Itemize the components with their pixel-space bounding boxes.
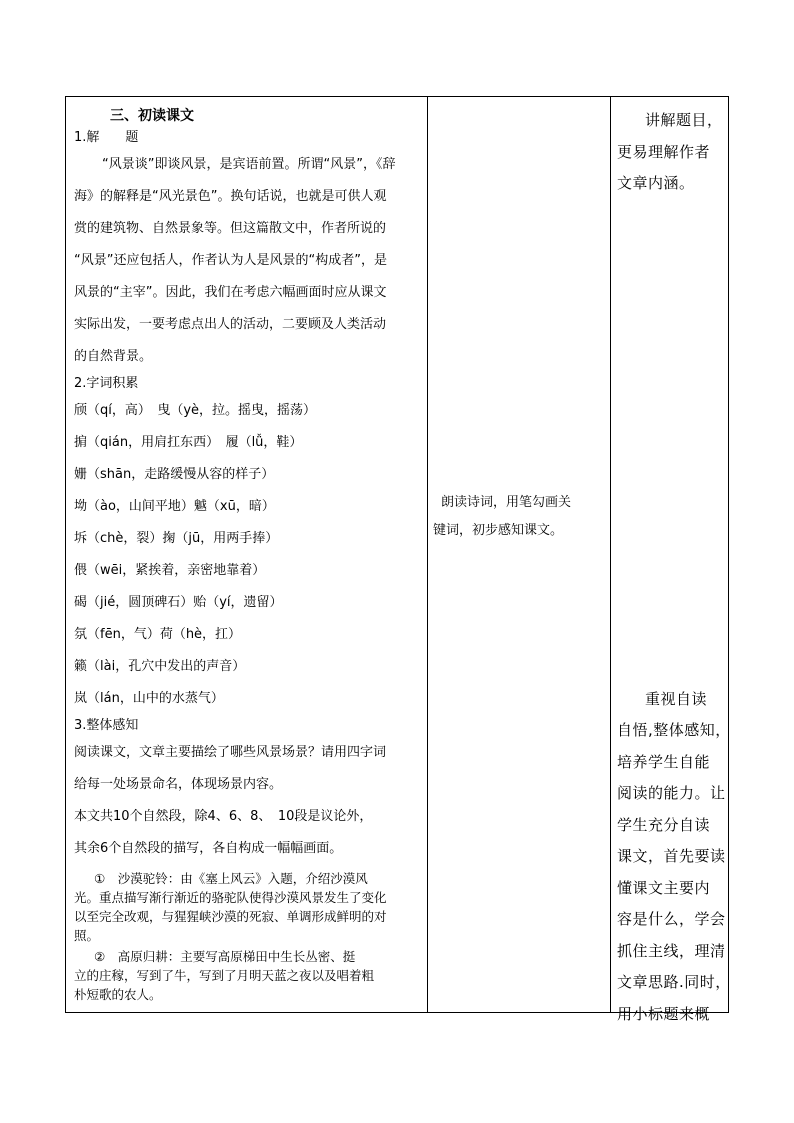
paragraph-line: 风景的“主宰”。因此，我们在考虑六幅画面时应从课文 bbox=[74, 285, 387, 300]
vocab-line: 颀（qí，高） 曳（yè，拉。摇曳，摇荡） bbox=[74, 403, 317, 418]
vocab-line: 偎（wēi，紧挨着，亲密地靠着） bbox=[74, 563, 266, 578]
vocab-line: 姗（shān，走路缓慢从容的样子） bbox=[74, 467, 275, 482]
scene-item-line: 以至完全改观，与猩猩峡沙漠的死寂、单调形成鲜明的对 bbox=[74, 909, 387, 924]
paragraph-line: 给每一处场景命名，体现场景内容。 bbox=[74, 777, 283, 792]
rationale-column bbox=[617, 105, 731, 1030]
paragraph-line: 其余6个自然段的描写，各自构成一幅幅画面。 bbox=[74, 841, 343, 856]
vocab-line: 碣（jié，圆顶碑石）贻（yí，遗留） bbox=[74, 595, 283, 610]
paragraph-line: 实际出发，一要考虑点出人的活动，二要顾及人类活动 bbox=[74, 317, 387, 332]
paragraph-line: “风景谈”即谈风景，是宾语前置。所谓“风景”，《辞 bbox=[102, 157, 396, 172]
lesson-table bbox=[65, 96, 731, 1023]
rationale-line: 抓住主线，理清 bbox=[617, 941, 726, 960]
vocab-line: 氛（fēn，气）荷（hè，扛） bbox=[74, 627, 242, 642]
paragraph-line: “风景”还应包括人，作者认为人是风景的“构成者”，是 bbox=[74, 253, 387, 268]
paragraph-line: 本文共10个自然段，除4、6、8、 10段是议论外， bbox=[74, 809, 373, 824]
rationale-block-1 bbox=[617, 105, 725, 200]
activity-line: 朗读诗词，用笔勾画关 bbox=[441, 495, 572, 510]
content-column bbox=[74, 105, 420, 1004]
rationale-line: 课文，首先要读 bbox=[617, 847, 726, 865]
scene-item-line: 朴短歌的农人。 bbox=[74, 987, 162, 1002]
vocab-line: 岚（lán，山中的水蒸气） bbox=[74, 691, 224, 706]
column-divider bbox=[427, 97, 428, 1012]
paragraph-line: 的自然背景。 bbox=[74, 349, 153, 364]
scene-item-line: 光。重点描写渐行渐近的骆驼队使得沙漠风景发生了变化 bbox=[74, 890, 387, 905]
subheading-overview: 3.整体感知 bbox=[74, 718, 139, 733]
vocab-line: 掮（qián，用肩扛东西） 履（lǚ，鞋） bbox=[74, 435, 303, 450]
scene-item-line: ② 高原归耕：主要写高原梯田中生长丛密、挺 bbox=[94, 949, 356, 964]
scene-item-line: 照。 bbox=[74, 928, 100, 943]
subheading-vocab: 2.字词积累 bbox=[74, 376, 139, 391]
rationale-line: 重视自读 bbox=[645, 689, 708, 708]
rationale-line: 学生充分自读 bbox=[617, 815, 711, 834]
paragraph-line: 海》的解释是“风光景色”。换句话说，也就是可供人观 bbox=[74, 189, 387, 204]
scene-item-line: 立的庄稼，写到了牛，写到了月明天蓝之夜以及唱着粗 bbox=[74, 968, 375, 983]
paragraph-line: 阅读课文，文章主要描绘了哪些风景场景？请用四字词 bbox=[74, 745, 387, 760]
rationale-line: 培养学生自能 bbox=[617, 752, 711, 771]
vocab-line: 坳（ào，山间平地）魆（xū，暗） bbox=[74, 499, 275, 514]
scene-item-line: ① 沙漠驼铃：由《塞上风云》入题，介绍沙漠风 bbox=[94, 871, 368, 886]
vocab-line: 坼（chè，裂）掬（jū，用两手捧） bbox=[74, 531, 279, 546]
section-heading: 三、初读课文 bbox=[110, 108, 194, 124]
vocab-line: 籁（lài，孔穴中发出的声音） bbox=[74, 659, 246, 674]
rationale-line: 自悟,整体感知， bbox=[617, 721, 731, 739]
rationale-line: 文章内涵。 bbox=[617, 174, 695, 192]
rationale-line: 用小标题来概 bbox=[617, 1004, 711, 1023]
rationale-line: 文章思路.同时， bbox=[617, 973, 731, 991]
rationale-block-2 bbox=[617, 684, 731, 1031]
rationale-line: 懂课文主要内 bbox=[617, 878, 711, 897]
activity-line: 键词，初步感知课文。 bbox=[433, 523, 564, 538]
activity-column bbox=[433, 489, 605, 545]
rationale-line: 讲解题目， bbox=[645, 111, 723, 129]
paragraph-line: 赏的建筑物、自然景象等。但这篇散文中，作者所说的 bbox=[74, 221, 387, 236]
rationale-line: 阅读的能力。让 bbox=[617, 784, 726, 802]
subheading-topic: 1.解 题 bbox=[74, 130, 139, 145]
column-divider bbox=[610, 97, 611, 1012]
rationale-line: 容是什么，学会 bbox=[617, 910, 726, 928]
rationale-line: 更易理解作者 bbox=[617, 142, 711, 161]
